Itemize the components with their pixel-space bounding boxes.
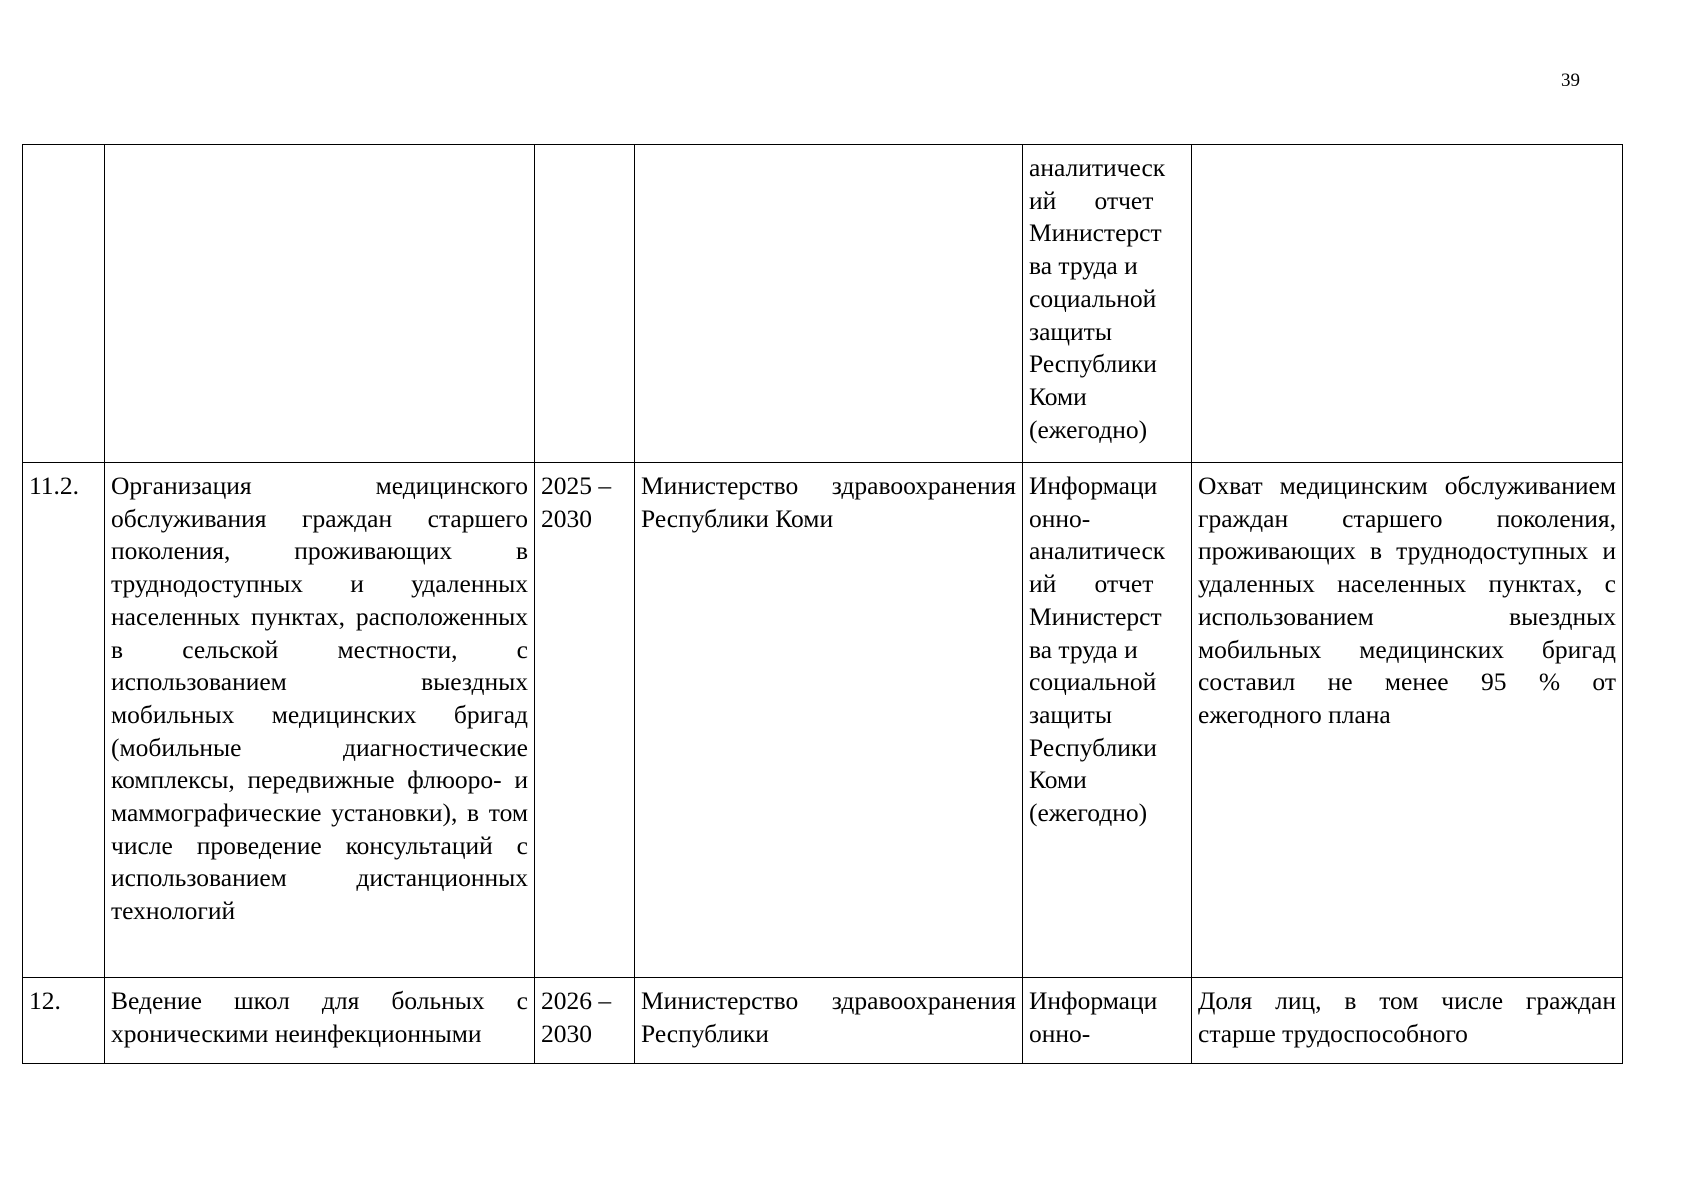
table-row — [23, 145, 1623, 463]
cell-measure — [105, 145, 535, 463]
cell-executor — [635, 145, 1023, 463]
cell-number: 11.2. — [23, 463, 105, 978]
cell-number: 12. — [23, 978, 105, 1064]
cell-result: Охват медицинским обслуживанием граждан старшего поколения, проживающих в труднодоступных и удаленных населенных пунктах, с использованием выездных мобильных медицинских бригад составил не менее 95 % от ежегодного плана — [1192, 463, 1623, 978]
cell-measure: Организация медицинского обслуживания граждан старшего поколения, проживающих в труднодоступных и удаленных населенных пунктах, расположенных в сельской местности, с использованием выездных мобильных медицинских бригад (мобильные диагностические комплексы, передвижные флюоро- и маммографические установки), в том числе проведение консультаций с использованием дистанционных технологий — [105, 463, 535, 978]
table-row — [23, 978, 1623, 1064]
cell-number — [23, 145, 105, 463]
cell-document: Информаци онно- аналитическ ий отчет Министерст ва труда и социальной защиты Республики Коми (ежегодно) — [1023, 463, 1192, 978]
cell-document: Информаци онно- — [1023, 978, 1192, 1064]
cell-period: 2025 – 2030 — [535, 463, 635, 978]
cell-executor: Министерство здравоохранения Республики Коми — [635, 463, 1023, 978]
cell-period: 2026 – 2030 — [535, 978, 635, 1064]
cell-result: Доля лиц, в том числе граждан старше трудоспособного — [1192, 978, 1623, 1064]
table-row — [23, 463, 1623, 978]
cell-result — [1192, 145, 1623, 463]
cell-period — [535, 145, 635, 463]
cell-executor: Министерство здравоохранения Республики — [635, 978, 1023, 1064]
measures-table — [22, 144, 1623, 1064]
cell-measure: Ведение школ для больных с хроническими неинфекционными — [105, 978, 535, 1064]
cell-document: аналитическ ий отчет Министерст ва труда и социальной защиты Республики Коми (ежегодно) — [1023, 145, 1192, 463]
page-number: 39 — [1561, 70, 1580, 91]
